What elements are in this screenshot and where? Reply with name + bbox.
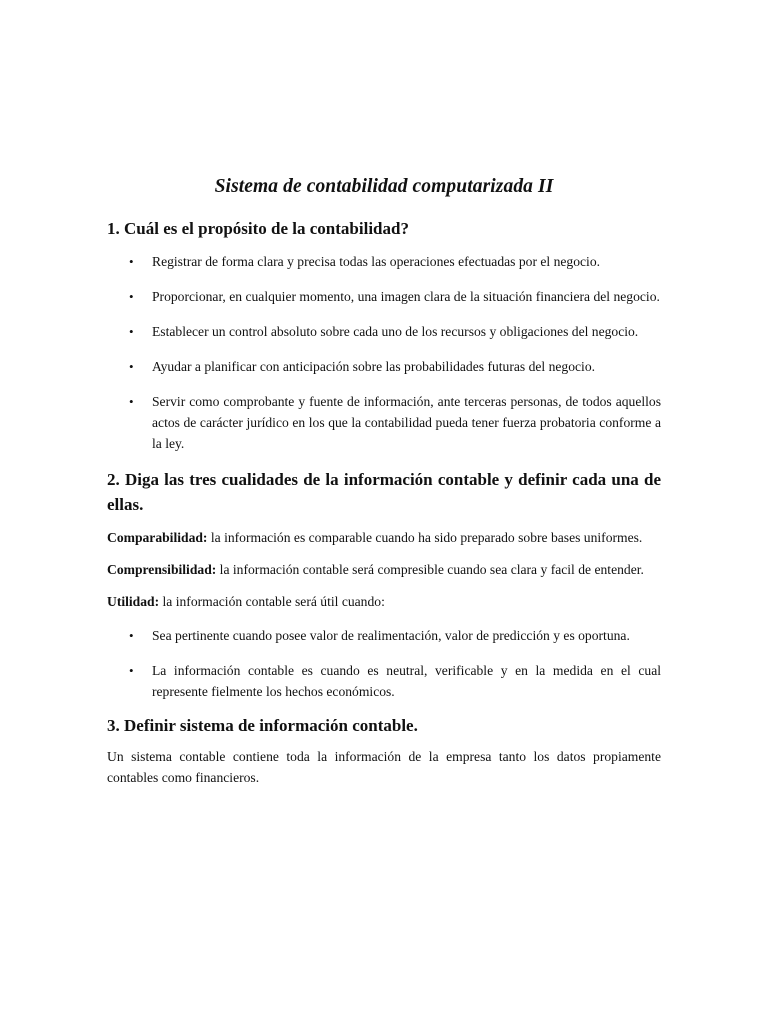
definition-comprensibilidad: Comprensibilidad: la información contable será compresible cuando sea clara y facil de entender. <box>107 562 644 577</box>
list-item: • Proporcionar, en cualquier momento, una imagen clara de la situación financiera del negocio. <box>107 286 661 307</box>
list-item: • Ayudar a planificar con anticipación sobre las probabilidades futuras del negocio. <box>107 356 661 377</box>
bullet-icon: • <box>129 254 134 269</box>
bullet-icon: • <box>129 324 134 339</box>
list-item: • Servir como comprobante y fuente de información, ante terceras personas, de todos aquellos actos de carácter jurídico en los que la contabilidad pueda tener fuerza probatoria conforme a la ley. <box>107 391 661 454</box>
definition-term: Comparabilidad: <box>107 530 208 545</box>
section-3-heading: 3. Definir sistema de información contable. <box>107 716 418 735</box>
section-1-list <box>107 251 661 454</box>
list-item: • La información contable es cuando es neutral, verificable y en la medida en el cual represente fielmente los hechos económicos. <box>107 660 661 702</box>
bullet-icon: • <box>129 359 134 374</box>
definition-term: Comprensibilidad: <box>107 562 217 577</box>
section-3-paragraph: Un sistema contable contiene toda la información de la empresa tanto los datos propiamente contables como financieros. <box>107 749 661 785</box>
definition-term: Utilidad: <box>107 594 160 609</box>
bullet-icon: • <box>129 628 134 643</box>
list-item: • Registrar de forma clara y precisa todas las operaciones efectuadas por el negocio. <box>107 251 661 272</box>
section-2-heading: 2. Diga las tres cualidades de la información contable y definir cada una de ellas. <box>107 470 661 514</box>
page-title: Sistema de contabilidad computarizada II <box>214 176 554 197</box>
definition-utilidad: Utilidad: la información contable será útil cuando: <box>107 594 385 609</box>
section-2-list <box>107 625 661 702</box>
bullet-icon: • <box>129 663 134 678</box>
list-item: • Establecer un control absoluto sobre cada uno de los recursos y obligaciones del negocio. <box>107 321 661 342</box>
section-1-heading: 1. Cuál es el propósito de la contabilidad? <box>107 219 409 238</box>
definition-comparabilidad: Comparabilidad: la información es comparable cuando ha sido preparado sobre bases uniformes. <box>107 530 643 545</box>
bullet-icon: • <box>129 394 134 409</box>
bullet-icon: • <box>129 289 134 304</box>
document-body <box>107 216 661 788</box>
list-item: • Sea pertinente cuando posee valor de realimentación, valor de predicción y es oportuna. <box>107 625 661 646</box>
